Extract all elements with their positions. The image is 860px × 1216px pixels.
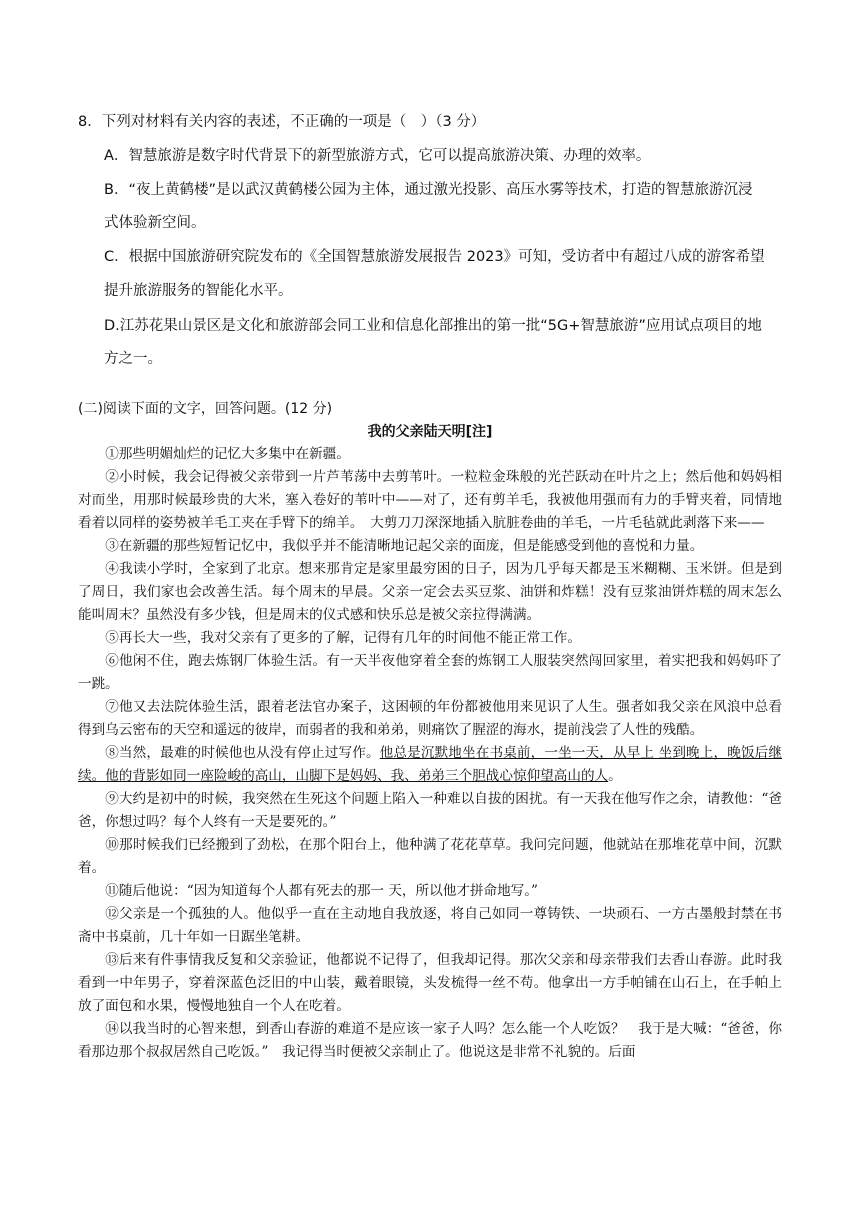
section-heading: (二)阅读下面的文字，回答问题。(12 分) <box>78 401 333 417</box>
paragraph-7: ⑦他又去法院体验生活，跟着老法官办案子，这困顿的年份都被他用来见识了人生。强者如我父亲在风浪中总看得到乌云密布的天空和遥远的彼岸，而弱者的我和弟弟，则痛饮了腥涩的海水，提前浅尝了人性的残酷。 <box>78 699 782 738</box>
paragraph-10: ⑩那时候我们已经搬到了劲松，在那个阳台上，他种满了花花草草。我问完问题，他就站在那堆花草中间，沉默着。 <box>78 837 782 876</box>
paragraph-14: ⑭以我当时的心智来想，到香山春游的难道不是应该一家子人吗？怎么能一个人吃饭？ 我于是大喊：“爸爸，你看那边那个叔叔居然自己吃饭。” 我记得当时便被父亲制止了。他说这是非常不礼貌的。后面 <box>78 1021 782 1060</box>
paragraph-8 <box>78 742 782 788</box>
question-8-stem: 8．下列对材料有关内容的表述，不正确的一项是（ ）（3 分） <box>78 114 486 130</box>
article-title: 我的父亲陆天明[注] <box>367 424 493 440</box>
paragraph-5: ⑤再长大一些，我对父亲有了更多的了解，记得有几年的时间他不能正常工作。 <box>105 630 581 646</box>
option-b-line1: B．“夜上黄鹤楼”是以武汉黄鹤楼公园为主体，通过激光投影、高压水雾等技术，打造的智慧旅游沉浸 <box>104 182 753 198</box>
option-c-line2: 提升旅游服务的智能化水平。 <box>104 283 293 299</box>
article-body <box>78 443 782 1064</box>
option-d-line1: D.江苏花果山景区是文化和旅游部会同工业和信息化部推出的第一批“5G+智慧旅游”应用试点项目的地 <box>104 318 762 334</box>
option-d-line2: 方之一。 <box>104 351 162 367</box>
paragraph-8-end: 。 <box>608 768 622 784</box>
paragraph-1: ①那些明媚灿烂的记忆大多集中在新疆。 <box>105 446 350 462</box>
paragraph-2: ②小时候，我会记得被父亲带到一片芦苇荡中去剪苇叶。一粒粒金珠般的光芒跃动在叶片之上；然后他和妈妈相对而坐，用那时候最珍贵的大米，塞入卷好的苇叶中——对了，还有剪羊毛，我被他用强而有力的手臂夹着，同情地看着以同样的姿势被羊毛工夹在手臂下的绵羊。 大剪刀刀深深地插入肮脏卷曲的羊毛，一片毛毡就此剥落下来—— <box>78 469 782 531</box>
paragraph-8-underlined: 他总是沉默地坐在书桌前，一坐一天，从早上 坐到晚上，晚饭后继续。他的背影如同一座险峻的高山，山脚下是妈妈、我、弟弟三个胆战心惊仰望高山的人 <box>78 745 782 784</box>
option-c-line1: C．根据中国旅游研究院发布的《全国智慧旅游发展报告 2023》可知，受访者中有超过八成的游客希望 <box>104 249 765 265</box>
paragraph-6: ⑥他闲不住，跑去炼钢厂体验生活。有一天半夜他穿着全套的炼钢工人服装突然闯回家里，着实把我和妈妈吓了一跳。 <box>78 653 782 692</box>
paragraph-13: ⑬后来有件事情我反复和父亲验证，他都说不记得了，但我却记得。那次父亲和母亲带我们去香山春游。此时我看到一中年男子，穿着深蓝色泛旧的中山装，戴着眼镜，头发梳得一丝不苟。他拿出一方手帕铺在山石上，在手帕上放了面包和水果，慢慢地独自一个人在吃着。 <box>78 952 782 1014</box>
paragraph-3: ③在新疆的那些短暂记忆中，我似乎并不能清晰地记起父亲的面庞，但是能感受到他的喜悦和力量。 <box>105 538 704 554</box>
paragraph-4: ④我读小学时，全家到了北京。想来那肯定是家里最穷困的日子，因为几乎每天都是玉米糊糊、玉米饼。但是到了周日，我们家也会改善生活。每个周末的早晨。父亲一定会去买豆浆、油饼和炸糕！没有豆浆油饼炸糕的周末怎么能叫周末？虽然没有多少钱，但是周末的仪式感和快乐总是被父亲拉得满满。 <box>78 561 782 623</box>
option-a-line1: A．智慧旅游是数字时代背景下的新型旅游方式，它可以提高旅游决策、办理的效率。 <box>104 148 651 164</box>
paragraph-9: ⑨大约是初中的时候，我突然在生死这个问题上陷入一种难以自拔的困扰。有一天我在他写作之余，请教他：“爸爸，你想过吗？每个人终有一天是要死的。” <box>78 791 782 830</box>
paragraph-8-plain: ⑧当然，最难的时候他也从没有停止过写作。 <box>105 745 380 761</box>
paragraph-12: ⑫父亲是一个孤独的人。他似乎一直在主动地自我放逐，将自己如同一尊铸铁、一块顽石、一方古墨般封禁在书斋中书桌前，几十年如一日踞坐笔耕。 <box>78 906 782 945</box>
paragraph-11: ⑪随后他说：“因为知道每个人都有死去的那一 天，所以他才拼命地写。” <box>105 883 539 899</box>
option-b-line2: 式体验新空间。 <box>104 215 206 231</box>
